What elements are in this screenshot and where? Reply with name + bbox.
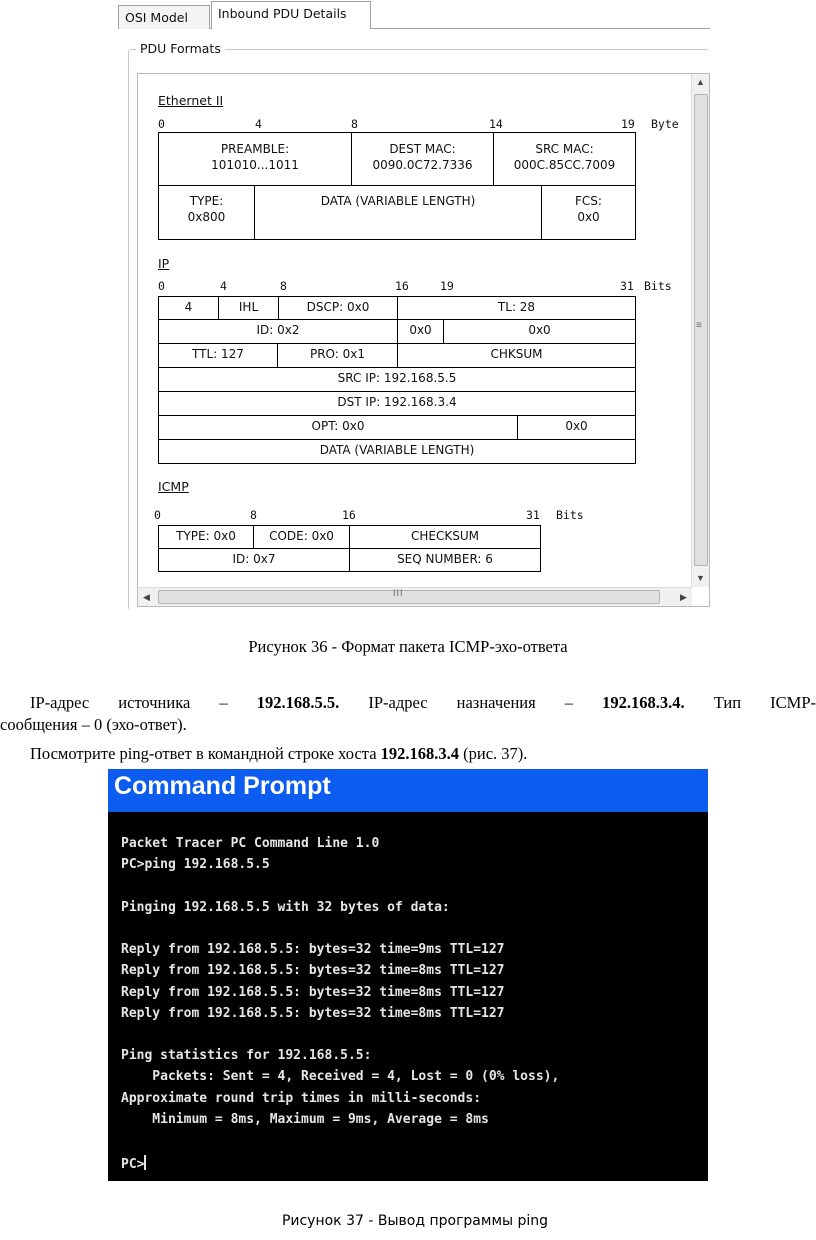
ruler-unit: Bits (644, 279, 672, 293)
eth-data-label: DATA (VARIABLE LENGTH) (320, 194, 476, 208)
figure-36-caption: Рисунок 36 - Формат пакета ICMP-эхо-ответа (248, 637, 568, 656)
ruler-tick: 16 (342, 508, 356, 522)
ruler-tick: 0 (158, 279, 165, 293)
console-line: Reply from 192.168.5.5: bytes=32 time=9ms TTL=127 (121, 942, 505, 957)
ip-src-ip[interactable]: SRC IP: 192.168.5.5 (158, 367, 636, 392)
ruler-tick: 0 (158, 117, 165, 131)
console-line: Minimum = 8ms, Maximum = 9ms, Average = 8ms (121, 1112, 489, 1127)
ruler-tick: 8 (250, 508, 257, 522)
scroll-up-icon[interactable]: ▲ (696, 77, 705, 87)
console-line: Reply from 192.168.5.5: bytes=32 time=8ms TTL=127 (121, 985, 505, 1000)
command-prompt-titlebar (108, 769, 708, 812)
ip-protocol[interactable]: PRO: 0x1 (277, 343, 398, 368)
command-prompt-window[interactable] (108, 769, 708, 1181)
console-line: Packet Tracer PC Command Line 1.0 (121, 836, 380, 851)
console-line: Reply from 192.168.5.5: bytes=32 time=8ms TTL=127 (121, 1006, 505, 1021)
console-line: Reply from 192.168.5.5: bytes=32 time=8ms TTL=127 (121, 963, 505, 978)
ruler-tick: 8 (351, 117, 358, 131)
eth-type-label: TYPE: (189, 194, 224, 208)
icmp-title: ICMP (158, 479, 189, 494)
ruler-tick: 14 (489, 117, 503, 131)
eth-type[interactable] (158, 185, 255, 240)
icmp-code[interactable]: CODE: 0x0 (253, 525, 350, 549)
paragraph-addresses-line2: сообщения – 0 (эхо-ответ). (0, 715, 187, 734)
paragraph-ping-reply (30, 743, 527, 765)
ip-total-length[interactable]: TL: 28 (397, 296, 636, 320)
eth-fcs-label: FCS: (575, 194, 602, 208)
ruler-tick: 0 (154, 508, 161, 522)
ruler-tick: 19 (440, 279, 454, 293)
console-line: Pinging 192.168.5.5 with 32 bytes of data: (121, 900, 450, 915)
paragraph-addresses-line1 (30, 692, 816, 714)
eth-dest-mac[interactable] (351, 132, 494, 186)
ip-version[interactable]: 4 (158, 296, 219, 320)
ruler-unit: Bits (556, 508, 584, 522)
para-src-ip: 192.168.5.5. (256, 693, 340, 712)
ruler-unit: Byte (651, 117, 679, 131)
eth-dest-mac-label: DEST MAC: (389, 142, 456, 156)
eth-type-value: 0x800 (187, 210, 226, 224)
ruler-tick: 31 (526, 508, 540, 522)
para-text: IP-адрес назначения – (339, 693, 603, 712)
scroll-left-icon[interactable]: ◀ (143, 592, 150, 602)
eth-fcs-value: 0x0 (577, 210, 600, 224)
command-prompt-title: Command Prompt (114, 772, 331, 800)
ip-ttl[interactable]: TTL: 127 (158, 343, 278, 368)
icmp-type[interactable]: TYPE: 0x0 (158, 525, 254, 549)
para-text: IP-адрес источника – (30, 693, 257, 712)
ip-options[interactable]: OPT: 0x0 (158, 415, 518, 440)
eth-dest-mac-value: 0090.0C72.7336 (372, 158, 473, 172)
console-prompt: PC> (121, 1157, 145, 1172)
figure-37-caption: Рисунок 37 - Вывод программы ping (281, 1213, 549, 1229)
console-line: Ping statistics for 192.168.5.5: (121, 1048, 372, 1063)
ip-ihl[interactable]: IHL (218, 296, 279, 320)
eth-data[interactable] (254, 185, 542, 240)
pdu-scroll-area[interactable] (137, 73, 710, 607)
eth-src-mac-value: 000C.85CC.7009 (513, 158, 616, 172)
console-line: Packets: Sent = 4, Received = 4, Lost = 0 (0% loss), (121, 1069, 560, 1084)
vertical-grip-icon: ≡ (696, 320, 702, 331)
console-line: Approximate round trip times in milli-seconds: (121, 1091, 482, 1106)
scroll-down-icon[interactable]: ▼ (696, 573, 705, 583)
horizontal-grip-icon: III (393, 588, 404, 598)
ruler-tick: 4 (255, 117, 262, 131)
ethernet-title: Ethernet II (158, 93, 224, 108)
eth-preamble-value: 101010...1011 (211, 158, 299, 172)
horizontal-scrollbar[interactable] (138, 587, 692, 606)
icmp-id[interactable]: ID: 0x7 (158, 548, 350, 572)
eth-preamble[interactable] (158, 132, 352, 186)
ruler-tick: 8 (280, 279, 287, 293)
tab-osi-model[interactable]: OSI Model (118, 5, 210, 29)
eth-src-mac-label: SRC MAC: (535, 142, 594, 156)
text-cursor-icon (144, 1155, 146, 1170)
para-text: (рис. 37). (459, 744, 528, 763)
icmp-checksum[interactable]: CHECKSUM (349, 525, 541, 549)
eth-preamble-label: PREAMBLE: (220, 142, 290, 156)
console-prompt-line[interactable] (121, 1155, 146, 1172)
para-text: Тип ICMP- (684, 693, 816, 712)
ip-fragment-offset[interactable]: 0x0 (443, 319, 636, 344)
para-host-ip: 192.168.3.4 (380, 744, 460, 763)
ip-id[interactable]: ID: 0x2 (158, 319, 398, 344)
tab-bar (118, 0, 710, 30)
scroll-right-icon[interactable]: ▶ (680, 592, 687, 602)
para-text: Посмотрите ping-ответ в командной строке хоста (30, 744, 381, 763)
eth-fcs[interactable] (541, 185, 636, 240)
ruler-tick: 31 (620, 279, 634, 293)
ip-data[interactable]: DATA (VARIABLE LENGTH) (158, 439, 636, 464)
ruler-tick: 16 (395, 279, 409, 293)
para-dst-ip: 192.168.3.4. (602, 693, 685, 712)
vertical-scrollbar[interactable] (691, 74, 709, 587)
ip-dst-ip[interactable]: DST IP: 192.168.3.4 (158, 391, 636, 416)
ip-title: IP (158, 256, 170, 271)
icmp-seq-number[interactable]: SEQ NUMBER: 6 (349, 548, 541, 572)
ip-flags[interactable]: 0x0 (397, 319, 444, 344)
pdu-formats-title: PDU Formats (136, 41, 225, 56)
ip-checksum[interactable]: CHKSUM (397, 343, 636, 368)
tab-inbound-pdu-details[interactable]: Inbound PDU Details (211, 1, 371, 29)
ip-dscp[interactable]: DSCP: 0x0 (278, 296, 398, 320)
ruler-tick: 19 (621, 117, 635, 131)
ip-options-padding[interactable]: 0x0 (517, 415, 636, 440)
eth-src-mac[interactable] (493, 132, 636, 186)
ruler-tick: 4 (220, 279, 227, 293)
horizontal-scroll-thumb[interactable] (158, 590, 660, 604)
console-line: PC>ping 192.168.5.5 (121, 857, 270, 872)
